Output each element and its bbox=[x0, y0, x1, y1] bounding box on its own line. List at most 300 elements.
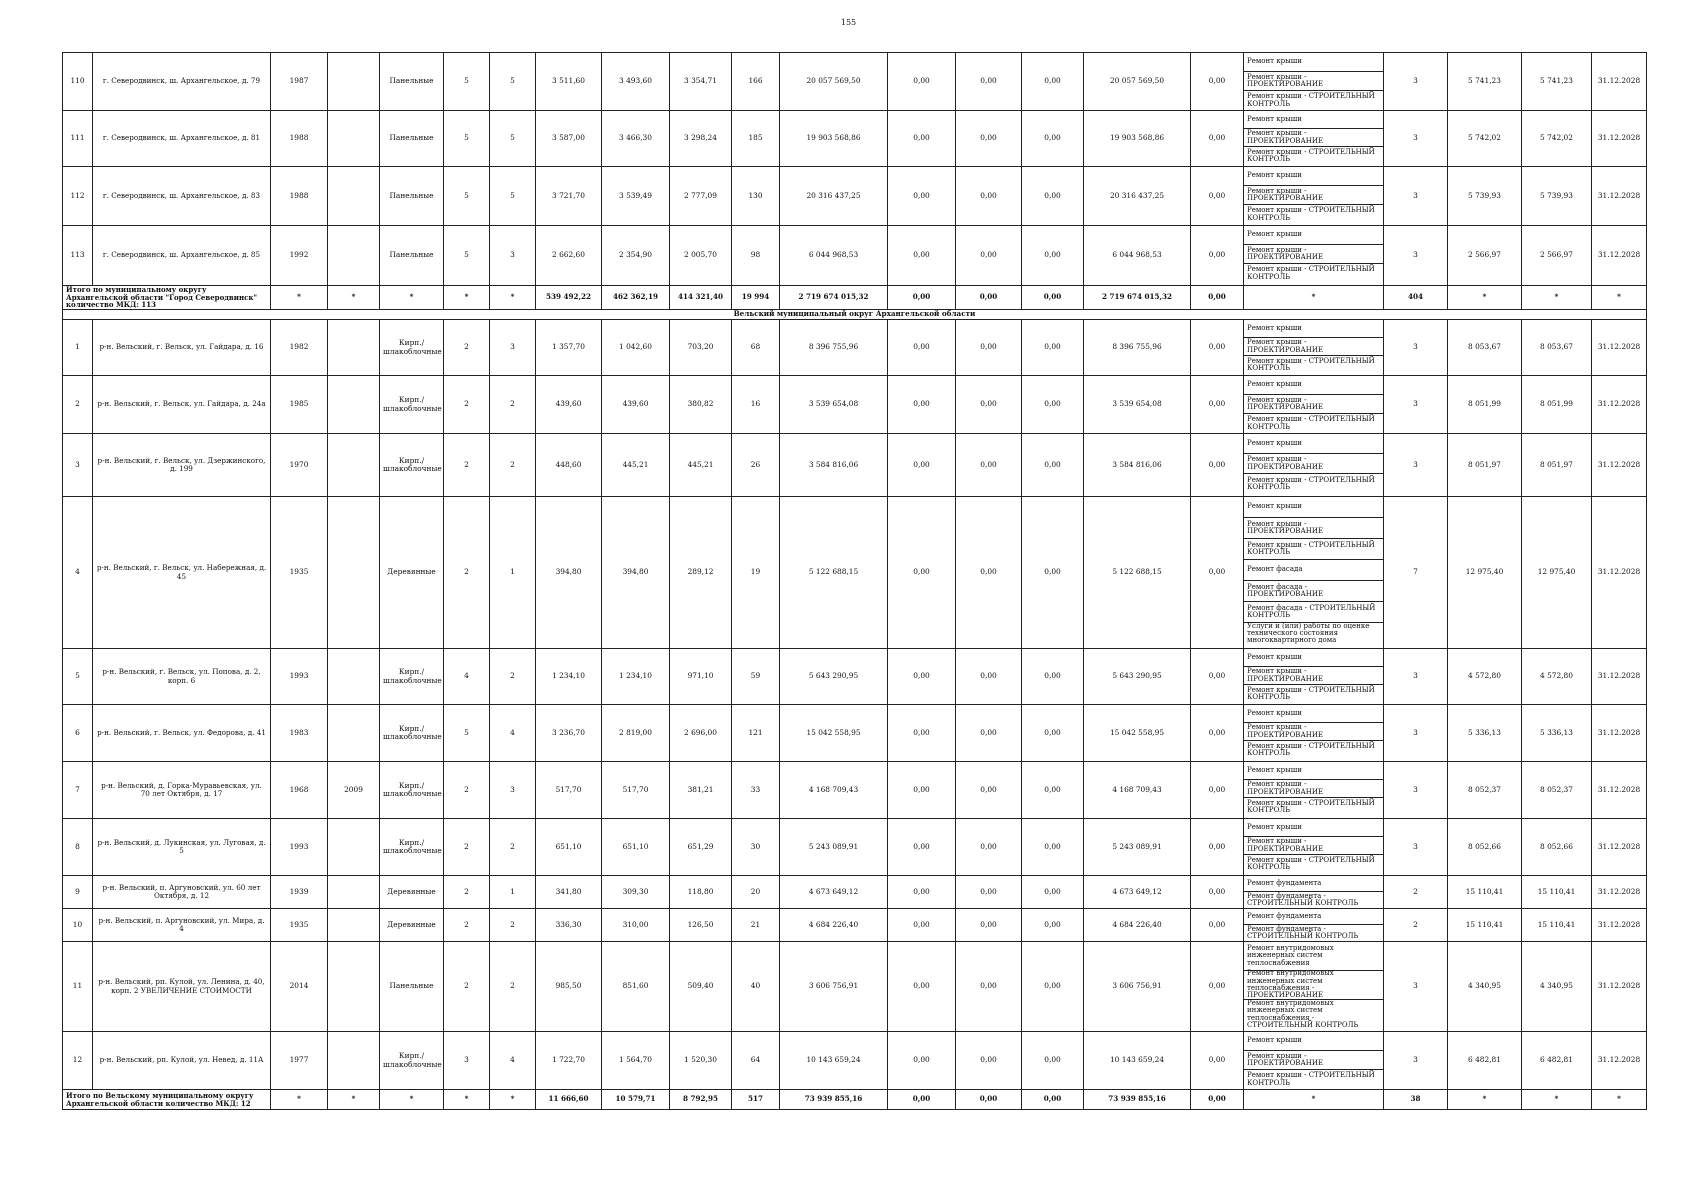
total-unit-limit: * bbox=[1522, 1090, 1592, 1110]
fund-federal: 0,00 bbox=[888, 320, 956, 376]
unit-cost-limit: 8 052,37 bbox=[1522, 762, 1592, 819]
area-total: 2 662,60 bbox=[536, 226, 602, 286]
total-row-velsk bbox=[63, 1090, 1647, 1110]
work-item: Ремонт крыши - ПРОЕКТИРОВАНИЕ bbox=[1244, 837, 1383, 855]
build-year: 1982 bbox=[271, 320, 328, 376]
reconstruction-year bbox=[328, 819, 380, 876]
works-list bbox=[1244, 819, 1384, 876]
reconstruction-year bbox=[328, 1032, 380, 1090]
row-number: 112 bbox=[63, 167, 93, 226]
unit-cost: 5 741,23 bbox=[1448, 53, 1522, 111]
fund-other: 0,00 bbox=[1191, 942, 1244, 1032]
fund-other: 0,00 bbox=[1191, 705, 1244, 762]
completion-date: 31.12.2028 bbox=[1592, 876, 1647, 909]
fund-municipal: 0,00 bbox=[1022, 909, 1084, 942]
reconstruction-year bbox=[328, 167, 380, 226]
completion-date: 31.12.2028 bbox=[1592, 111, 1647, 167]
work-item: Ремонт крыши - СТРОИТЕЛЬНЫЙ КОНТРОЛЬ bbox=[1247, 265, 1375, 281]
work-item: Ремонт крыши - ПРОЕКТИРОВАНИЕ bbox=[1244, 1051, 1383, 1070]
address: р-н. Вельский, г. Вельск, ул. Федорова, д. 41 bbox=[93, 705, 271, 762]
fund-other: 0,00 bbox=[1191, 1032, 1244, 1090]
total-cost: 2 719 674 015,32 bbox=[780, 286, 888, 310]
reconstruction-year bbox=[328, 320, 380, 376]
area-residential: 509,40 bbox=[670, 942, 732, 1032]
repair-cost: 19 903 568,86 bbox=[780, 111, 888, 167]
repair-cost: 5 643 290,95 bbox=[780, 649, 888, 705]
fund-owners: 4 684 226,40 bbox=[1084, 909, 1191, 942]
build-year: 1977 bbox=[271, 1032, 328, 1090]
works-list bbox=[1244, 376, 1384, 434]
wall-material: Кирп./ шлакоблочные bbox=[380, 376, 444, 434]
residents-count: 59 bbox=[732, 649, 780, 705]
works-list bbox=[1244, 942, 1384, 1032]
fund-owners: 5 243 089,91 bbox=[1084, 819, 1191, 876]
reconstruction-year bbox=[328, 226, 380, 286]
section-header-row bbox=[63, 310, 1647, 320]
build-year: 1983 bbox=[271, 705, 328, 762]
reconstruction-year bbox=[328, 876, 380, 909]
total-area-residential: 8 792,95 bbox=[670, 1090, 732, 1110]
wall-material: Кирп./ шлакоблочные bbox=[380, 434, 444, 497]
repair-cost: 10 143 659,24 bbox=[780, 1032, 888, 1090]
completion-date: 31.12.2028 bbox=[1592, 942, 1647, 1032]
address: р-н. Вельский, г. Вельск, ул. Попова, д. 2, корп. 6 bbox=[93, 649, 271, 705]
area-residential: 3 354,71 bbox=[670, 53, 732, 111]
entrances-count: 2 bbox=[490, 819, 536, 876]
address: р-н. Вельский, рп. Кулой, ул. Ленина, д. 40, корп. 2 УВЕЛИЧЕНИЕ СТОИМОСТИ bbox=[93, 942, 271, 1032]
fund-other: 0,00 bbox=[1191, 876, 1244, 909]
unit-cost: 4 340,95 bbox=[1448, 942, 1522, 1032]
area-total: 985,50 bbox=[536, 942, 602, 1032]
repair-cost: 3 606 756,91 bbox=[780, 942, 888, 1032]
fund-federal: 0,00 bbox=[888, 167, 956, 226]
works-count: 3 bbox=[1384, 1032, 1448, 1090]
entrances-count: 2 bbox=[490, 942, 536, 1032]
repair-cost: 15 042 558,95 bbox=[780, 705, 888, 762]
fund-regional: 0,00 bbox=[956, 53, 1022, 111]
area-residential: 289,12 bbox=[670, 497, 732, 649]
fund-regional: 0,00 bbox=[956, 942, 1022, 1032]
wall-material: Панельные bbox=[380, 942, 444, 1032]
fund-regional: 0,00 bbox=[956, 111, 1022, 167]
residents-count: 30 bbox=[732, 819, 780, 876]
wall-material: Деревянные bbox=[380, 909, 444, 942]
work-item: Ремонт крыши - СТРОИТЕЛЬНЫЙ КОНТРОЛЬ bbox=[1247, 741, 1375, 758]
fund-other: 0,00 bbox=[1191, 226, 1244, 286]
work-item: Ремонт крыши - СТРОИТЕЛЬНЫЙ КОНТРОЛЬ bbox=[1247, 855, 1375, 872]
total-area-total: 539 492,22 bbox=[536, 286, 602, 310]
completion-date: 31.12.2028 bbox=[1592, 226, 1647, 286]
total-cost: 73 939 855,16 bbox=[780, 1090, 888, 1110]
works-list bbox=[1244, 649, 1384, 705]
fund-regional: 0,00 bbox=[956, 649, 1022, 705]
work-item: Ремонт крыши bbox=[1244, 497, 1383, 518]
total-cell: * bbox=[380, 1090, 444, 1110]
work-item: Услуги и (или) работы по оценке технического состояния многоквартирного дома bbox=[1247, 621, 1370, 645]
floors-count: 2 bbox=[444, 434, 490, 497]
residents-count: 166 bbox=[732, 53, 780, 111]
area-total: 3 511,60 bbox=[536, 53, 602, 111]
completion-date: 31.12.2028 bbox=[1592, 53, 1647, 111]
fund-other: 0,00 bbox=[1191, 762, 1244, 819]
build-year: 1993 bbox=[271, 819, 328, 876]
residents-count: 68 bbox=[732, 320, 780, 376]
row-number: 10 bbox=[63, 909, 93, 942]
work-item: Ремонт крыши - ПРОЕКТИРОВАНИЕ bbox=[1244, 245, 1383, 264]
total-fund-5: 0,00 bbox=[1191, 1090, 1244, 1110]
work-item: Ремонт фундамента bbox=[1244, 876, 1383, 892]
entrances-count: 1 bbox=[490, 497, 536, 649]
work-item: Ремонт крыши bbox=[1244, 53, 1383, 72]
wall-material: Кирп./ шлакоблочные bbox=[380, 320, 444, 376]
residents-count: 121 bbox=[732, 705, 780, 762]
fund-municipal: 0,00 bbox=[1022, 434, 1084, 497]
works-list bbox=[1244, 705, 1384, 762]
completion-date: 31.12.2028 bbox=[1592, 909, 1647, 942]
floors-count: 2 bbox=[444, 909, 490, 942]
reconstruction-year bbox=[328, 649, 380, 705]
residents-count: 185 bbox=[732, 111, 780, 167]
entrances-count: 3 bbox=[490, 762, 536, 819]
fund-owners: 4 673 649,12 bbox=[1084, 876, 1191, 909]
fund-regional: 0,00 bbox=[956, 226, 1022, 286]
unit-cost-limit: 8 051,97 bbox=[1522, 434, 1592, 497]
completion-date: 31.12.2028 bbox=[1592, 376, 1647, 434]
unit-cost: 5 742,02 bbox=[1448, 111, 1522, 167]
fund-regional: 0,00 bbox=[956, 320, 1022, 376]
unit-cost-limit: 15 110,41 bbox=[1522, 876, 1592, 909]
total-cell: * bbox=[444, 286, 490, 310]
area-total: 1 722,70 bbox=[536, 1032, 602, 1090]
works-count: 3 bbox=[1384, 226, 1448, 286]
works-list bbox=[1244, 226, 1384, 286]
entrances-count: 2 bbox=[490, 909, 536, 942]
fund-owners: 5 643 290,95 bbox=[1084, 649, 1191, 705]
area-premises: 1 564,70 bbox=[602, 1032, 670, 1090]
work-item: Ремонт внутридомовых инженерных систем теплоснабжения - СТРОИТЕЛЬНЫЙ КОНТРОЛЬ bbox=[1247, 998, 1359, 1029]
work-item: Ремонт фасада bbox=[1244, 560, 1383, 581]
address: р-н. Вельский, п. Аргуновский, ул. Мира, д. 4 bbox=[93, 909, 271, 942]
row-number: 6 bbox=[63, 705, 93, 762]
works-count: 3 bbox=[1384, 942, 1448, 1032]
total-cell: * bbox=[380, 286, 444, 310]
row-number: 8 bbox=[63, 819, 93, 876]
reconstruction-year bbox=[328, 909, 380, 942]
works-list bbox=[1244, 53, 1384, 111]
work-item: Ремонт фундамента - СТРОИТЕЛЬНЫЙ КОНТРОЛЬ bbox=[1247, 891, 1359, 908]
wall-material: Кирп./ шлакоблочные bbox=[380, 705, 444, 762]
total-fund-1: 0,00 bbox=[888, 286, 956, 310]
unit-cost: 5 739,93 bbox=[1448, 167, 1522, 226]
repair-cost: 3 539 654,08 bbox=[780, 376, 888, 434]
fund-owners: 20 316 437,25 bbox=[1084, 167, 1191, 226]
work-item: Ремонт крыши - СТРОИТЕЛЬНЫЙ КОНТРОЛЬ bbox=[1247, 475, 1375, 492]
unit-cost: 5 336,13 bbox=[1448, 705, 1522, 762]
floors-count: 4 bbox=[444, 649, 490, 705]
fund-federal: 0,00 bbox=[888, 1032, 956, 1090]
total-fund-3: 0,00 bbox=[1022, 1090, 1084, 1110]
entrances-count: 2 bbox=[490, 376, 536, 434]
fund-regional: 0,00 bbox=[956, 1032, 1022, 1090]
table-row bbox=[63, 497, 1647, 649]
entrances-count: 2 bbox=[490, 649, 536, 705]
area-residential: 118,80 bbox=[670, 876, 732, 909]
row-number: 111 bbox=[63, 111, 93, 167]
repair-cost: 20 057 569,50 bbox=[780, 53, 888, 111]
works-count: 3 bbox=[1384, 649, 1448, 705]
total-area-premises: 10 579,71 bbox=[602, 1090, 670, 1110]
row-number: 7 bbox=[63, 762, 93, 819]
work-item: Ремонт крыши - ПРОЕКТИРОВАНИЕ bbox=[1244, 338, 1383, 356]
build-year: 1987 bbox=[271, 53, 328, 111]
unit-cost-limit: 6 482,81 bbox=[1522, 1032, 1592, 1090]
fund-federal: 0,00 bbox=[888, 649, 956, 705]
area-residential: 2 005,70 bbox=[670, 226, 732, 286]
works-list bbox=[1244, 876, 1384, 909]
works-count: 2 bbox=[1384, 876, 1448, 909]
total-cell: * bbox=[271, 1090, 328, 1110]
work-item: Ремонт крыши - ПРОЕКТИРОВАНИЕ bbox=[1244, 129, 1383, 147]
repair-cost: 5 122 688,15 bbox=[780, 497, 888, 649]
work-item: Ремонт крыши - ПРОЕКТИРОВАНИЕ bbox=[1244, 72, 1383, 91]
fund-owners: 3 606 756,91 bbox=[1084, 942, 1191, 1032]
wall-material: Панельные bbox=[380, 53, 444, 111]
total-fund-2: 0,00 bbox=[956, 1090, 1022, 1110]
wall-material: Панельные bbox=[380, 226, 444, 286]
total-fund-4: 2 719 674 015,32 bbox=[1084, 286, 1191, 310]
fund-municipal: 0,00 bbox=[1022, 1032, 1084, 1090]
work-item: Ремонт крыши - СТРОИТЕЛЬНЫЙ КОНТРОЛЬ bbox=[1247, 206, 1375, 222]
row-number: 9 bbox=[63, 876, 93, 909]
fund-regional: 0,00 bbox=[956, 705, 1022, 762]
floors-count: 2 bbox=[444, 942, 490, 1032]
floors-count: 2 bbox=[444, 819, 490, 876]
area-residential: 651,29 bbox=[670, 819, 732, 876]
address: р-н. Вельский, г. Вельск, ул. Гайдара, д. 24а bbox=[93, 376, 271, 434]
works-list bbox=[1244, 320, 1384, 376]
area-residential: 2 777,09 bbox=[670, 167, 732, 226]
repair-cost: 6 044 968,53 bbox=[780, 226, 888, 286]
area-total: 394,80 bbox=[536, 497, 602, 649]
completion-date: 31.12.2028 bbox=[1592, 167, 1647, 226]
reconstruction-year bbox=[328, 705, 380, 762]
table-row bbox=[63, 705, 1647, 762]
fund-owners: 8 396 755,96 bbox=[1084, 320, 1191, 376]
fund-other: 0,00 bbox=[1191, 819, 1244, 876]
repair-cost: 3 584 816,06 bbox=[780, 434, 888, 497]
table-row bbox=[63, 909, 1647, 942]
works-list bbox=[1244, 497, 1384, 649]
area-premises: 3 539,49 bbox=[602, 167, 670, 226]
work-item: Ремонт крыши bbox=[1244, 819, 1383, 837]
floors-count: 2 bbox=[444, 497, 490, 649]
area-premises: 394,80 bbox=[602, 497, 670, 649]
row-number: 113 bbox=[63, 226, 93, 286]
fund-other: 0,00 bbox=[1191, 376, 1244, 434]
work-item: Ремонт фундамента - СТРОИТЕЛЬНЫЙ КОНТРОЛЬ bbox=[1247, 924, 1359, 941]
total-residents: 517 bbox=[732, 1090, 780, 1110]
fund-municipal: 0,00 bbox=[1022, 649, 1084, 705]
floors-count: 5 bbox=[444, 705, 490, 762]
total-date: * bbox=[1592, 286, 1647, 310]
total-unit-cost: * bbox=[1448, 1090, 1522, 1110]
table-row bbox=[63, 53, 1647, 111]
works-count: 3 bbox=[1384, 167, 1448, 226]
work-item: Ремонт крыши - СТРОИТЕЛЬНЫЙ КОНТРОЛЬ bbox=[1247, 147, 1375, 163]
fund-other: 0,00 bbox=[1191, 111, 1244, 167]
row-number: 1 bbox=[63, 320, 93, 376]
fund-other: 0,00 bbox=[1191, 320, 1244, 376]
fund-federal: 0,00 bbox=[888, 434, 956, 497]
works-count: 3 bbox=[1384, 434, 1448, 497]
address: г. Северодвинск, ш. Архангельское, д. 85 bbox=[93, 226, 271, 286]
fund-federal: 0,00 bbox=[888, 909, 956, 942]
fund-regional: 0,00 bbox=[956, 376, 1022, 434]
completion-date: 31.12.2028 bbox=[1592, 649, 1647, 705]
repair-cost: 4 684 226,40 bbox=[780, 909, 888, 942]
fund-federal: 0,00 bbox=[888, 705, 956, 762]
works-list bbox=[1244, 111, 1384, 167]
residents-count: 98 bbox=[732, 226, 780, 286]
fund-other: 0,00 bbox=[1191, 434, 1244, 497]
fund-owners: 6 044 968,53 bbox=[1084, 226, 1191, 286]
build-year: 2014 bbox=[271, 942, 328, 1032]
total-fund-4: 73 939 855,16 bbox=[1084, 1090, 1191, 1110]
fund-federal: 0,00 bbox=[888, 819, 956, 876]
works-count: 7 bbox=[1384, 497, 1448, 649]
works-count: 3 bbox=[1384, 705, 1448, 762]
total-unit-cost: * bbox=[1448, 286, 1522, 310]
work-item: Ремонт крыши - СТРОИТЕЛЬНЫЙ КОНТРОЛЬ bbox=[1247, 1071, 1375, 1087]
fund-municipal: 0,00 bbox=[1022, 53, 1084, 111]
floors-count: 2 bbox=[444, 376, 490, 434]
area-total: 651,10 bbox=[536, 819, 602, 876]
area-premises: 439,60 bbox=[602, 376, 670, 434]
build-year: 1970 bbox=[271, 434, 328, 497]
work-item: Ремонт крыши - ПРОЕКТИРОВАНИЕ bbox=[1244, 454, 1383, 474]
area-premises: 310,00 bbox=[602, 909, 670, 942]
fund-municipal: 0,00 bbox=[1022, 876, 1084, 909]
residents-count: 130 bbox=[732, 167, 780, 226]
floors-count: 2 bbox=[444, 876, 490, 909]
table-row bbox=[63, 111, 1647, 167]
total-fund-2: 0,00 bbox=[956, 286, 1022, 310]
floors-count: 3 bbox=[444, 1032, 490, 1090]
entrances-count: 2 bbox=[490, 434, 536, 497]
works-count: 3 bbox=[1384, 376, 1448, 434]
residents-count: 20 bbox=[732, 876, 780, 909]
table-row bbox=[63, 942, 1647, 1032]
entrances-count: 3 bbox=[490, 320, 536, 376]
work-item: Ремонт крыши bbox=[1244, 762, 1383, 780]
works-count: 3 bbox=[1384, 819, 1448, 876]
unit-cost: 8 053,67 bbox=[1448, 320, 1522, 376]
repair-cost: 20 316 437,25 bbox=[780, 167, 888, 226]
build-year: 1968 bbox=[271, 762, 328, 819]
fund-regional: 0,00 bbox=[956, 762, 1022, 819]
address: р-н. Вельский, рп. Кулой, ул. Невед, д. 11А bbox=[93, 1032, 271, 1090]
work-item: Ремонт крыши bbox=[1244, 434, 1383, 454]
fund-other: 0,00 bbox=[1191, 53, 1244, 111]
fund-owners: 15 042 558,95 bbox=[1084, 705, 1191, 762]
unit-cost-limit: 15 110,41 bbox=[1522, 909, 1592, 942]
area-premises: 1 042,60 bbox=[602, 320, 670, 376]
address: р-н. Вельский, д. Лукинская, ул. Луговая, д. 5 bbox=[93, 819, 271, 876]
area-residential: 126,50 bbox=[670, 909, 732, 942]
fund-owners: 3 584 816,06 bbox=[1084, 434, 1191, 497]
entrances-count: 5 bbox=[490, 167, 536, 226]
area-premises: 2 354,90 bbox=[602, 226, 670, 286]
work-item: Ремонт крыши bbox=[1244, 167, 1383, 186]
area-total: 3 587,00 bbox=[536, 111, 602, 167]
fund-municipal: 0,00 bbox=[1022, 942, 1084, 1032]
completion-date: 31.12.2028 bbox=[1592, 320, 1647, 376]
area-total: 448,60 bbox=[536, 434, 602, 497]
total-unit-limit: * bbox=[1522, 286, 1592, 310]
table-row bbox=[63, 1032, 1647, 1090]
works-count: 3 bbox=[1384, 53, 1448, 111]
unit-cost: 8 052,66 bbox=[1448, 819, 1522, 876]
table-row bbox=[63, 649, 1647, 705]
row-number: 11 bbox=[63, 942, 93, 1032]
wall-material: Панельные bbox=[380, 167, 444, 226]
residents-count: 26 bbox=[732, 434, 780, 497]
work-item: Ремонт крыши - СТРОИТЕЛЬНЫЙ КОНТРОЛЬ bbox=[1247, 356, 1375, 373]
work-item: Ремонт крыши - ПРОЕКТИРОВАНИЕ bbox=[1244, 518, 1383, 539]
unit-cost: 8 051,99 bbox=[1448, 376, 1522, 434]
total-area-residential: 414 321,40 bbox=[670, 286, 732, 310]
works-list bbox=[1244, 1032, 1384, 1090]
works-list bbox=[1244, 909, 1384, 942]
row-number: 5 bbox=[63, 649, 93, 705]
unit-cost-limit: 8 052,66 bbox=[1522, 819, 1592, 876]
fund-other: 0,00 bbox=[1191, 497, 1244, 649]
area-residential: 380,82 bbox=[670, 376, 732, 434]
work-item: Ремонт крыши bbox=[1244, 1032, 1383, 1051]
floors-count: 5 bbox=[444, 167, 490, 226]
table-row bbox=[63, 819, 1647, 876]
completion-date: 31.12.2028 bbox=[1592, 497, 1647, 649]
area-premises: 3 466,30 bbox=[602, 111, 670, 167]
reconstruction-year bbox=[328, 376, 380, 434]
reconstruction-year: 2009 bbox=[328, 762, 380, 819]
area-residential: 703,20 bbox=[670, 320, 732, 376]
table-row bbox=[63, 167, 1647, 226]
fund-municipal: 0,00 bbox=[1022, 111, 1084, 167]
unit-cost-limit: 2 566,97 bbox=[1522, 226, 1592, 286]
residents-count: 16 bbox=[732, 376, 780, 434]
fund-owners: 5 122 688,15 bbox=[1084, 497, 1191, 649]
work-item: Ремонт внутридомовых инженерных систем теплоснабжения - ПРОЕКТИРОВАНИЕ bbox=[1244, 971, 1383, 1000]
unit-cost: 8 051,97 bbox=[1448, 434, 1522, 497]
address: г. Северодвинск, ш. Архангельское, д. 79 bbox=[93, 53, 271, 111]
works-list bbox=[1244, 167, 1384, 226]
work-item: Ремонт крыши bbox=[1244, 376, 1383, 395]
area-premises: 851,60 bbox=[602, 942, 670, 1032]
area-residential: 1 520,30 bbox=[670, 1032, 732, 1090]
wall-material: Кирп./ шлакоблочные bbox=[380, 819, 444, 876]
fund-other: 0,00 bbox=[1191, 649, 1244, 705]
work-item: Ремонт крыши - ПРОЕКТИРОВАНИЕ bbox=[1244, 395, 1383, 414]
repair-cost: 8 396 755,96 bbox=[780, 320, 888, 376]
unit-cost-limit: 4 340,95 bbox=[1522, 942, 1592, 1032]
residents-count: 33 bbox=[732, 762, 780, 819]
unit-cost-limit: 4 572,80 bbox=[1522, 649, 1592, 705]
total-works: * bbox=[1244, 286, 1384, 310]
row-number: 3 bbox=[63, 434, 93, 497]
unit-cost: 15 110,41 bbox=[1448, 909, 1522, 942]
area-residential: 3 298,24 bbox=[670, 111, 732, 167]
